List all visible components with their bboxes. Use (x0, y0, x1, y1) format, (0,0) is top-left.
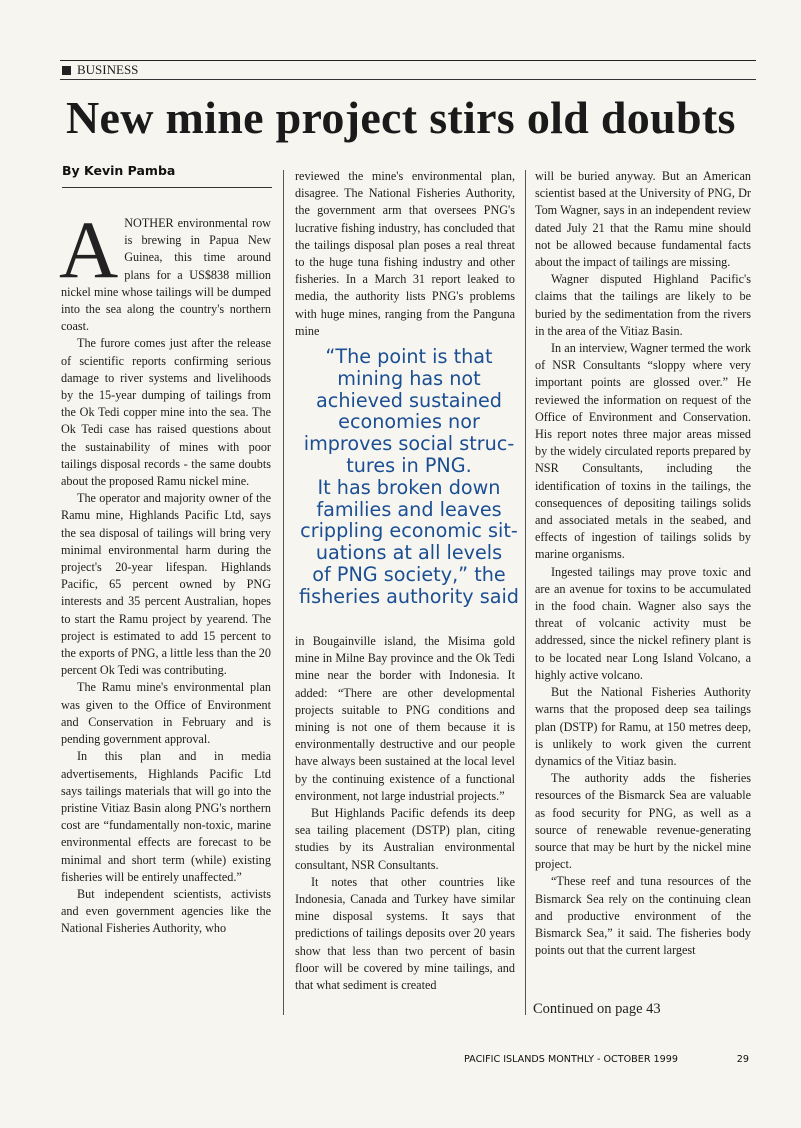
pull-quote-line: of PNG society,” the (312, 562, 506, 586)
pull-quote-line: improves social struc- (303, 432, 515, 456)
article-paragraph: Ingested tailings may prove toxic and are an avenue for toxins to be accumulated in the food chain. Wagner also says the threat of volcanic activity must be addressed, since the nickel refinery plant is to be located near Long Island Volcano, a highly active volcano. (535, 564, 751, 682)
article-paragraph: The operator and majority owner of the Ramu mine, Highlands Pacific Ltd, says the sea disposal of tailings will bring very minimal environmental harm during the project's 20-year lifespan. Highlands Pacific, 65 percent owned by PNG interests and 35 percent Australian, hopes to start the Ramu project by yearend. The project is estimated to add 15 percent to the exports of PNG, a little less than the 20 percent Ok Tedi was contributing. (61, 491, 271, 678)
continued-note: Continued on page 43 (533, 1001, 661, 1017)
byline: By Kevin Pamba (62, 163, 176, 178)
publication-line: PACIFIC ISLANDS MONTHLY - OCTOBER 1999 (464, 1054, 678, 1065)
article-paragraph: But Highlands Pacific defends its deep sea tailing placement (DSTP) plan, citing studies by its Australian environmental consultant, NSR Consultants. (295, 806, 515, 872)
pull-quote-line: fisheries authority said (299, 584, 519, 608)
article-paragraph: The authority adds the fisheries resources of the Bismarck Sea are valuable as food security for PNG, as well as a source of renewable revenue-generating source that may be hurt by the nickel mine project. (535, 771, 751, 872)
article-paragraph: “These reef and tuna resources of the Bismarck Sea rely on the continuing clean and productive environment of the Bismarck Sea,” it said. The fisheries body points out that the current largest (535, 874, 751, 958)
column-2-top (295, 168, 515, 340)
column-divider-2 (525, 170, 526, 1015)
byline-rule (62, 187, 272, 188)
article-paragraph: reviewed the mine's environmental plan, disagree. The National Fisheries Authority, the government arm that oversees PNG's lucrative fishing industry, has concluded that the tailings disposal plan poses a real threat to the huge tuna fishing industry and other fisheries. In a March 31 report leaked to media, the authority lists PNG's problems with huge mines, ranging from the Panguna mine (295, 169, 515, 338)
pull-quote (293, 346, 525, 608)
pull-quote-line: tures in PNG. (346, 453, 472, 477)
article-paragraph: In this plan and in media advertisements, Highlands Pacific Ltd says tailings materials that will go into the pristine Vitiaz Basin along PNG's northern cost are “fundamentally non-toxic, marine environmental effects are forecast to be minimal and short term (while) existing fisheries will be entirely unaffected.” (61, 749, 271, 884)
headline: New mine project stirs old doubts (66, 92, 736, 143)
article-paragraph: But independent scientists, activists and even government agencies like the National Fisheries Authority, who (61, 886, 271, 936)
article-paragraph: In an interview, Wagner termed the work of NSR Consultants “sloppy where very important points are glossed over.” He reviewed the information on request of the Office of Environment and Conservation. His report notes three major areas missed by the widely circulated reports prepared by NSR Consultants, including the identification of toxins in the tailings, the consequences of depositing tailings solids and associated metals in the seabed, and effects of ingestion of tailings solids by marine organisms. (535, 341, 751, 562)
article-paragraph: The Ramu mine's environmental plan was given to the Office of Environment and Conservation in February and is pending government approval. (61, 680, 271, 747)
pull-quote-line: families and leaves (316, 497, 502, 521)
column-2-bottom (295, 633, 515, 994)
column-1 (59, 204, 271, 938)
page-footer (464, 1054, 749, 1065)
article-paragraph: The furore comes just after the release of scientific reports confirming serious damage to river systems and livelihoods by the 15-year dumping of tailings from the Ok Tedi copper mine into the sea. The Ok Tedi case has raised questions about the sustainability of mines with poor tailings disposal records - the same doubts about the proposed Ramu nickel mine. (61, 336, 271, 489)
pull-quote-line: achieved sustained (316, 388, 502, 412)
section-bar (60, 60, 756, 80)
section-label: BUSINESS (77, 62, 139, 77)
pull-quote-line: uations at all levels (315, 541, 503, 565)
article-paragraph: Wagner disputed Highland Pacific's claims that the tailings are likely to be buried by the sedimentation from the rivers in the area of the Vitiaz Basin. (535, 272, 751, 338)
drop-cap: A (59, 204, 119, 295)
pull-quote-line: crippling economic sit- (300, 519, 518, 543)
column-3 (535, 168, 751, 959)
article-paragraph: in Bougainville island, the Misima gold mine in Milne Bay province and the Ok Tedi mine near the border with Indonesia. It added: “There are other developmental projects suitable to PNG conditions and mining is not one of them because it is environmentally destructive and our people have always been sustained at the local level by the continuing existence of a functional environment, not large industrial projects.” (295, 634, 515, 803)
pull-quote-line: It has broken down (317, 475, 501, 499)
article-paragraph: will be buried anyway. But an American scientist based at the University of PNG, Dr Tom Wagner, says in an independent review dated July 21 that the Ramu mine should not be allowed because fundamental facts about the impact of tailings are missing. (535, 169, 751, 270)
page-number: 29 (736, 1054, 749, 1065)
pull-quote-line: mining has not (337, 366, 481, 390)
pull-quote-line: “The point is that (325, 345, 493, 368)
article-paragraph: ANOTHER environmental row is brewing in Papua New Guinea, this time around plans for a US$838 million nickel mine whose tailings will be dumped into the sea along the country's northern coast. (59, 204, 271, 334)
section-square-icon (62, 66, 71, 75)
article-paragraph: But the National Fisheries Authority warns that the proposed deep sea tailings plan (DSTP) for Ramu, at 150 metres deep, is unlikely to work given the current dynamics of the Vitiaz basin. (535, 685, 751, 768)
column-divider-1 (283, 170, 284, 1015)
article-paragraph: It notes that other countries like Indonesia, Canada and Turkey have similar mine disposal systems. It says that predictions of tailings deposits over 20 years show that less than two percent of basin floor will be covered by mine tailings, and that what sediment is created (295, 874, 515, 993)
pull-quote-line: economies nor (338, 410, 480, 434)
